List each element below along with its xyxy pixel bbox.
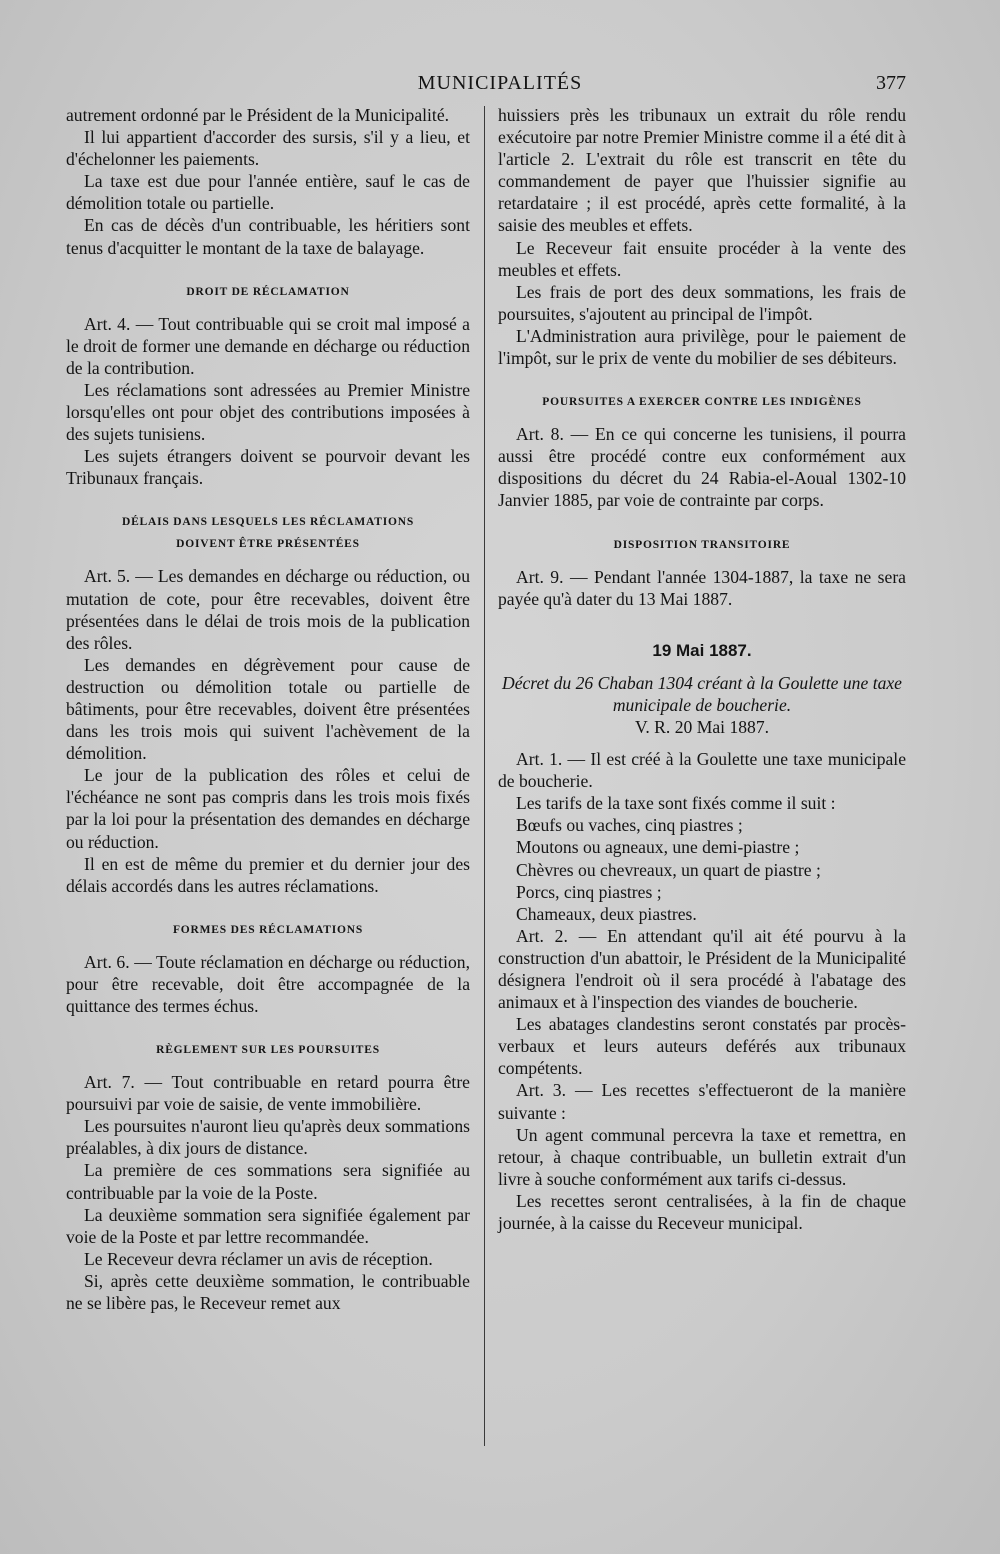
decree-title: Décret du 26 Chaban 1304 créant à la Goulette une taxe municipale de boucherie. [501,672,902,715]
tariff-item: Chèvres ou chevreaux, un quart de piastre ; [516,859,821,880]
article-paragraph: Art. 3. — Les recettes s'effectueront de la manière suivante : [498,1080,906,1123]
tariff-item: Chameaux, deux piastres. [516,903,697,924]
article-paragraph: Art. 1. — Il est créé à la Goulette une taxe municipale de boucherie. [498,749,906,792]
section-heading: DOIVENT ÊTRE PRÉSENTÉES [176,538,360,551]
paragraph: La taxe est due pour l'année entière, sauf le cas de démolition totale ou partielle. [66,171,470,214]
paragraph: Il en est de même du premier et du dernier jour des délais accordés dans les autres réclamations. [66,853,470,896]
decree-reference: V. R. 20 Mai 1887. [634,716,770,737]
article-paragraph: Art. 8. — En ce qui concerne les tunisiens, il pourra aussi être procédé contre eux conformément aux dispositions du décret du 24 Rabia-el-Aoual 1302-10 Janvier 1885, par voie de contrainte par corps. [498,424,906,511]
decree-date: 19 Mai 1887. [652,640,752,660]
paragraph: Les frais de port des deux sommations, les frais de poursuites, s'ajoutent au principal de l'impôt. [498,281,906,324]
column-divider [484,106,485,1446]
paragraph: Les tarifs de la taxe sont fixés comme il suit : [516,793,836,814]
paragraph: En cas de décès d'un contribuable, les héritiers sont tenus d'acquitter le montant de la taxe de balayage. [66,215,470,258]
article-paragraph: Art. 4. — Tout contribuable qui se croit mal imposé a le droit de former une demande en décharge ou réduction de la contribution. [66,313,470,378]
article-paragraph: Art. 7. — Tout contribuable en retard pourra être poursuivi par voie de saisie, de vente immobilière. [66,1072,470,1115]
article-paragraph: Art. 6. — Toute réclamation en décharge ou réduction, pour être recevable, doit être accompagnée de la quittance des termes échus. [66,951,470,1016]
section-heading: POURSUITES A EXERCER CONTRE LES INDIGÈNES [542,396,862,409]
tariff-item: Porcs, cinq piastres ; [516,881,662,902]
page-header [0,72,1000,98]
article-paragraph: Art. 2. — En attendant qu'il ait été pourvu à la construction d'un abattoir, le Président de la Municipalité désignera l'endroit où il sera procédé à l'abatage des animaux et à l'inspection des viandes de boucherie. [498,925,906,1013]
paragraph: Si, après cette deuxième sommation, le contribuable ne se libère pas, le Receveur remet aux [66,1270,470,1314]
section-heading: DROIT DE RÉCLAMATION [186,285,350,298]
section-heading: FORMES DES RÉCLAMATIONS [172,923,364,936]
paragraph: Les recettes seront centralisées, à la fin de chaque journée, à la caisse du Receveur municipal. [498,1190,906,1234]
running-title: MUNICIPALITÉS [417,72,583,94]
paragraph: Les demandes en dégrèvement pour cause de destruction ou démolition totale ou partielle de bâtiments, pour être recevables, doivent être présentées dans les trois mois qui suivent l'achèvement de la démolition. [66,654,470,764]
paragraph: Le jour de la publication des rôles et celui de l'échéance ne sont pas compris dans les trois mois fixés par la loi pour la présentation des demandes en décharge ou réduction. [66,765,470,852]
paragraph: Le Receveur devra réclamer un avis de réception. [84,1248,433,1269]
page-number: 377 [876,72,906,94]
right-column [498,104,906,1234]
paragraph: Les abatages clandestins seront constatés par procès-verbaux et leurs auteurs deférés aux tribunaux compétents. [498,1014,906,1079]
tariff-item: Bœufs ou vaches, cinq piastres ; [516,815,743,836]
paragraph: huissiers près les tribunaux un extrait du rôle rendu exécutoire par notre Premier Ministre comme il a été dit à l'article 2. L'extrait du rôle est transcrit en tête du commandement de payer que l'huissier signifie au retardataire ; il est procédé, après cette formalité, à la saisie des meubles et effets. [498,105,906,236]
left-column [66,104,470,1314]
paragraph: Il lui appartient d'accorder des sursis, s'il y a lieu, et d'échelonner les paiements. [66,127,470,170]
article-paragraph: Art. 9. — Pendant l'année 1304-1887, la taxe ne sera payée qu'à dater du 13 Mai 1887. [498,566,906,609]
paragraph: L'Administration aura privilège, pour le paiement de l'impôt, sur le prix de vente du mobilier de ses débiteurs. [498,325,906,369]
paragraph: La deuxième sommation sera signifiée également par voie de la Poste et par lettre recommandée. [66,1204,470,1247]
paragraph: Le Receveur fait ensuite procéder à la vente des meubles et effets. [498,237,906,280]
paragraph: autrement ordonné par le Président de la Municipalité. [66,105,450,125]
paragraph: La première de ces sommations sera signifiée au contribuable par la voie de la Poste. [66,1160,470,1203]
paragraph: Les sujets étrangers doivent se pourvoir devant les Tribunaux français. [66,446,470,489]
section-heading: DISPOSITION TRANSITOIRE [613,538,791,551]
article-paragraph: Art. 5. — Les demandes en décharge ou réduction, ou mutation de cote, pour être recevables, doivent être présentées dans le délai de trois mois de la publication des rôles. [66,566,470,653]
section-heading: DÉLAIS DANS LESQUELS LES RÉCLAMATIONS [121,516,415,529]
paragraph: Les réclamations sont adressées au Premier Ministre lorsqu'elles ont pour objet des contributions imposées à des sujets tunisiens. [66,379,470,445]
paragraph: Un agent communal percevra la taxe et remettra, en retour, à chaque contribuable, un bulletin extrait d'un livre à souche conformément aux tarifs ci-dessus. [498,1124,906,1189]
section-heading: RÈGLEMENT SUR LES POURSUITES [156,1044,380,1057]
paragraph: Les poursuites n'auront lieu qu'après deux sommations préalables, à dix jours de distance. [66,1116,470,1159]
tariff-item: Moutons ou agneaux, une demi-piastre ; [516,837,800,858]
